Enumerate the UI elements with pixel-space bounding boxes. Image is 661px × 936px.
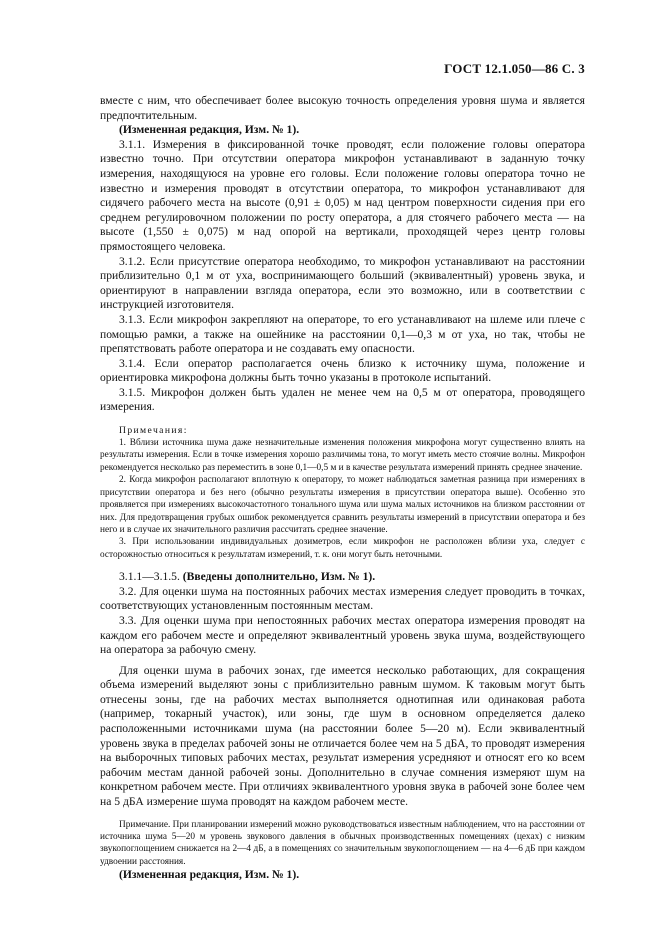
- notes-title: Примечания:: [119, 425, 188, 437]
- amendment-note-final: (Измененная редакция, Изм. № 1).: [119, 868, 300, 882]
- paragraph-work-zones: Для оценки шума в рабочих зонах, где имеется несколько работающих, для сокращения объема измерений выделяют зоны с приблизительно равным шумом. К таковым могут быть отнесены зоны, где на рабочих местах выполняется однотипная или одинаковая работа (например, токарный участок), или зоны, где шум в основном определяется далеко расположенными источниками шума (на расстоянии более 5—20 м). Если эквивалентный уровень звука в пределах рабочей зоны не отличается более чем на 5 дБА, то проводят измерения на выборочных типовых рабочих местах, результат измерения усредняют и относят его ко всем рабочим местам данной рабочей зоны. Дополнительно в случае сомнения измеряют шум на конкретном рабочем месте. При отличиях эквивалентного уровня звука в рабочей зоне более чем на 5 дБА измерение шума проводят на каждом рабочем месте.: [100, 663, 585, 809]
- paragraph-3-1-2: 3.1.2. Если присутствие оператора необходимо, то микрофон устанавливают на расстоянии приблизительно 0,1 м от уха, воспринимающего больший (эквивалентный) уровень звука, и ориентируют в направлении взгляда оператора, если это возможно, или в соответствии с инструкцией изготовителя.: [100, 254, 585, 312]
- paragraph-3-1-1: 3.1.1. Измерения в фиксированной точке проводят, если положение головы оператора известно точно. При отсутствии оператора микрофон устанавливают в заданную точку измерения, находящуюся на уровне его головы. Если положение головы оператора точно не известно и измерения проводят в отсутствии оператора, то микрофон устанавливают для сидячего рабочего места на высоте (0,91 ± 0,05) м над центром поверхности сидения при его среднем регулировочном положении по росту оператора, а для стоячего рабочего места — на высоте (1,550 ± 0,075) м над опорой на вертикали, проходящей через центр головы прямостоящего человека.: [100, 137, 585, 253]
- amendment-range: 3.1.1—3.1.5.: [119, 570, 183, 584]
- amendment-note: (Измененная редакция, Изм. № 1).: [119, 123, 300, 137]
- page-header: ГОСТ 12.1.050—86 С. 3: [444, 61, 585, 76]
- page-content: [100, 94, 585, 883]
- paragraph-3-1-5: 3.1.5. Микрофон должен быть удален не менее чем на 0,5 м от оператора, проводящего измерения.: [100, 385, 585, 414]
- paragraph-continuation: вместе с ним, что обеспечивает более высокую точность определения уровня шума и является предпочтительным.: [100, 94, 585, 122]
- note-2: 2. Когда микрофон располагают вплотную к оператору, то может наблюдаться заметная разница при измерениях в присутствии оператора и без него (обычно результаты измерения в присутствии оператора выше). Особенно это проявляется при измерениях высокочастотного тонального шума или шума малых источников на близком расстоянии от них. Для предотвращения грубых ошибок рекомендуется сравнить результаты измерений в присутствии оператора и без него и в случае их значительного различия рассчитать среднее значение.: [100, 475, 585, 535]
- amendment-added-label: (Введены дополнительно, Изм. № 1).: [182, 570, 376, 584]
- note-3: 3. При использовании индивидуальных дозиметров, если микрофон не расположен вблизи уха, следует с осторожностью относиться к результатам измерений, т. к. они могут быть неточными.: [100, 537, 585, 560]
- paragraph-3-2: 3.2. Для оценки шума на постоянных рабочих местах измерения следует проводить в точках, соответствующих установленным постоянным местам.: [100, 584, 585, 613]
- amendment-added: [100, 570, 585, 585]
- note-1: 1. Вблизи источника шума даже незначительные изменения положения микрофона могут существенно влиять на результаты измерения. Если в точке измерения хорошо различимы тона, то могут иметь место стоячие волны. Микрофон рекомендуется несколько раз переместить в зоне 0,1—0,5 м и в качестве результата измерений принять среднее значение.: [100, 438, 585, 473]
- paragraph-3-3: 3.3. Для оценки шума при непостоянных рабочих местах оператора измерения проводят на каждом его рабочем месте и определяют эквивалентный уровень звука шума, воздействующего на оператора за рабочую смену.: [100, 613, 585, 657]
- paragraph-3-1-3: 3.1.3. Если микрофон закрепляют на операторе, то его устанавливают на шлеме или плече с помощью рамки, а также на ошейнике на расстоянии 0,1—0,3 м от уха, но так, чтобы не препятствовать работе оператора и не создавать ему опасности.: [100, 312, 585, 356]
- note-planning: Примечание. При планировании измерений можно руководствоваться известным наблюдением, что на расстоянии от источника шума 5—20 м уровень звукового давления в обычных производственных помещениях (цехах) с низким звукопоглощением снижается на 2—4 дБ, а в помещениях со значительным звукопоглощением — на 4—6 дБ при каждом удвоении расстояния.: [100, 819, 585, 867]
- paragraph-3-1-4: 3.1.4. Если оператор располагается очень близко к источнику шума, положение и ориентировка микрофона должны быть точно указаны в протоколе испытаний.: [100, 356, 585, 385]
